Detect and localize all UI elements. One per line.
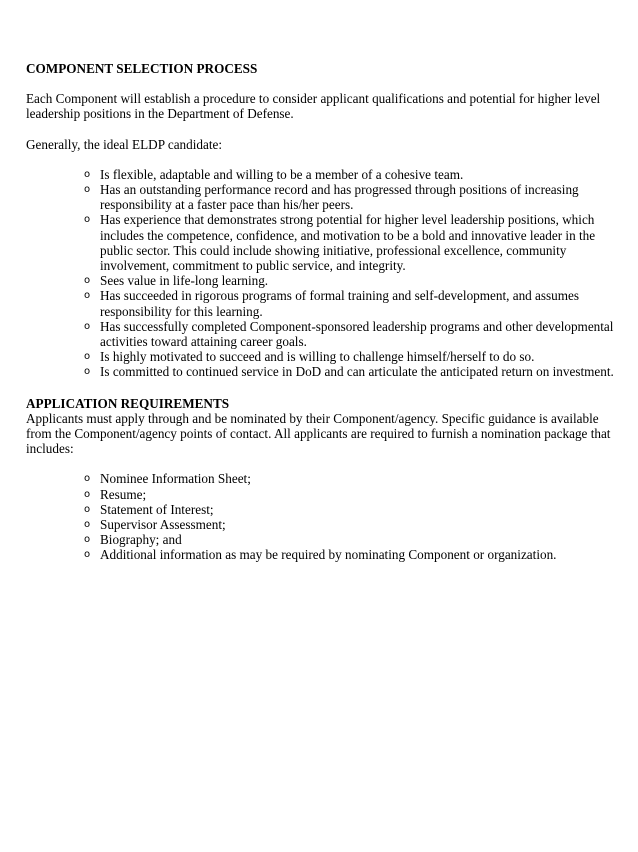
bullet-marker: o xyxy=(84,320,91,332)
bullet-marker: o xyxy=(84,214,91,226)
list-item xyxy=(84,167,616,182)
bullet-marker: o xyxy=(84,519,91,531)
candidate-criteria-list xyxy=(26,167,616,380)
list-item-text: Has an outstanding performance record and has progressed through positions of increasing responsibility at a faster pace than his/her peers. xyxy=(100,182,579,213)
list-item xyxy=(84,349,616,364)
bullet-marker: o xyxy=(84,275,91,287)
list-item xyxy=(84,319,616,349)
list-item xyxy=(84,547,616,562)
list-item-text: Has successfully completed Component-sponsored leadership programs and other developmental activities toward attaining career goals. xyxy=(100,318,614,350)
application-intro: Applicants must apply through and be nominated by their Component/agency. Specific guidance is available from the Component/agency points of contact. All applicants are required to furnish a nomination package that includes: xyxy=(26,410,611,457)
nomination-package-list xyxy=(26,471,616,562)
bullet-marker: o xyxy=(84,549,91,561)
bullet-marker: o xyxy=(84,184,91,196)
selection-lead: Generally, the ideal ELDP candidate: xyxy=(26,136,223,152)
document-body xyxy=(26,61,616,563)
bullet-marker: o xyxy=(84,366,91,378)
list-item-text: Statement of Interest; xyxy=(100,501,214,517)
bullet-marker: o xyxy=(84,503,91,515)
list-item-text: Additional information as may be required by nominating Component or organization. xyxy=(100,547,557,563)
list-item-text: Is flexible, adaptable and willing to be a member of a cohesive team. xyxy=(100,166,464,182)
bullet-marker: o xyxy=(84,534,91,546)
list-item xyxy=(84,273,616,288)
bullet-marker: o xyxy=(84,473,91,485)
selection-heading: COMPONENT SELECTION PROCESS xyxy=(26,61,258,76)
list-item-text: Is committed to continued service in DoD and can articulate the anticipated return on investment. xyxy=(100,364,614,380)
list-item xyxy=(84,471,616,486)
list-item xyxy=(84,487,616,502)
list-item-text: Is highly motivated to succeed and is willing to challenge himself/herself to do so. xyxy=(100,349,535,365)
bullet-marker: o xyxy=(84,168,91,180)
list-item xyxy=(84,212,616,273)
bullet-marker: o xyxy=(84,351,91,363)
list-item-text: Has succeeded in rigorous programs of formal training and self-development, and assumes responsibility for this learning. xyxy=(100,288,580,319)
list-item xyxy=(84,182,616,212)
list-item-text: Resume; xyxy=(100,486,147,502)
list-item xyxy=(84,502,616,517)
list-item xyxy=(84,364,616,379)
bullet-marker: o xyxy=(84,488,91,500)
bullet-marker: o xyxy=(84,290,91,302)
list-item-text: Sees value in life-long learning. xyxy=(100,273,269,289)
list-item xyxy=(84,288,616,318)
list-item xyxy=(84,517,616,532)
application-heading: APPLICATION REQUIREMENTS xyxy=(26,395,230,411)
list-item-text: Supervisor Assessment; xyxy=(100,517,226,533)
list-item-text: Has experience that demonstrates strong potential for higher level leadership positions, which includes the competence, confidence, and motivation to be a bold and innovative leader in the public sector. This could include showing initiative, professional excellence, community involvement, commitment to public service, and integrity. xyxy=(100,212,596,274)
list-item-text: Biography; and xyxy=(100,532,182,548)
list-item xyxy=(84,532,616,547)
list-item-text: Nominee Information Sheet; xyxy=(100,471,251,487)
selection-intro: Each Component will establish a procedure to consider applicant qualifications and potential for higher level leadership positions in the Department of Defense. xyxy=(26,91,601,122)
